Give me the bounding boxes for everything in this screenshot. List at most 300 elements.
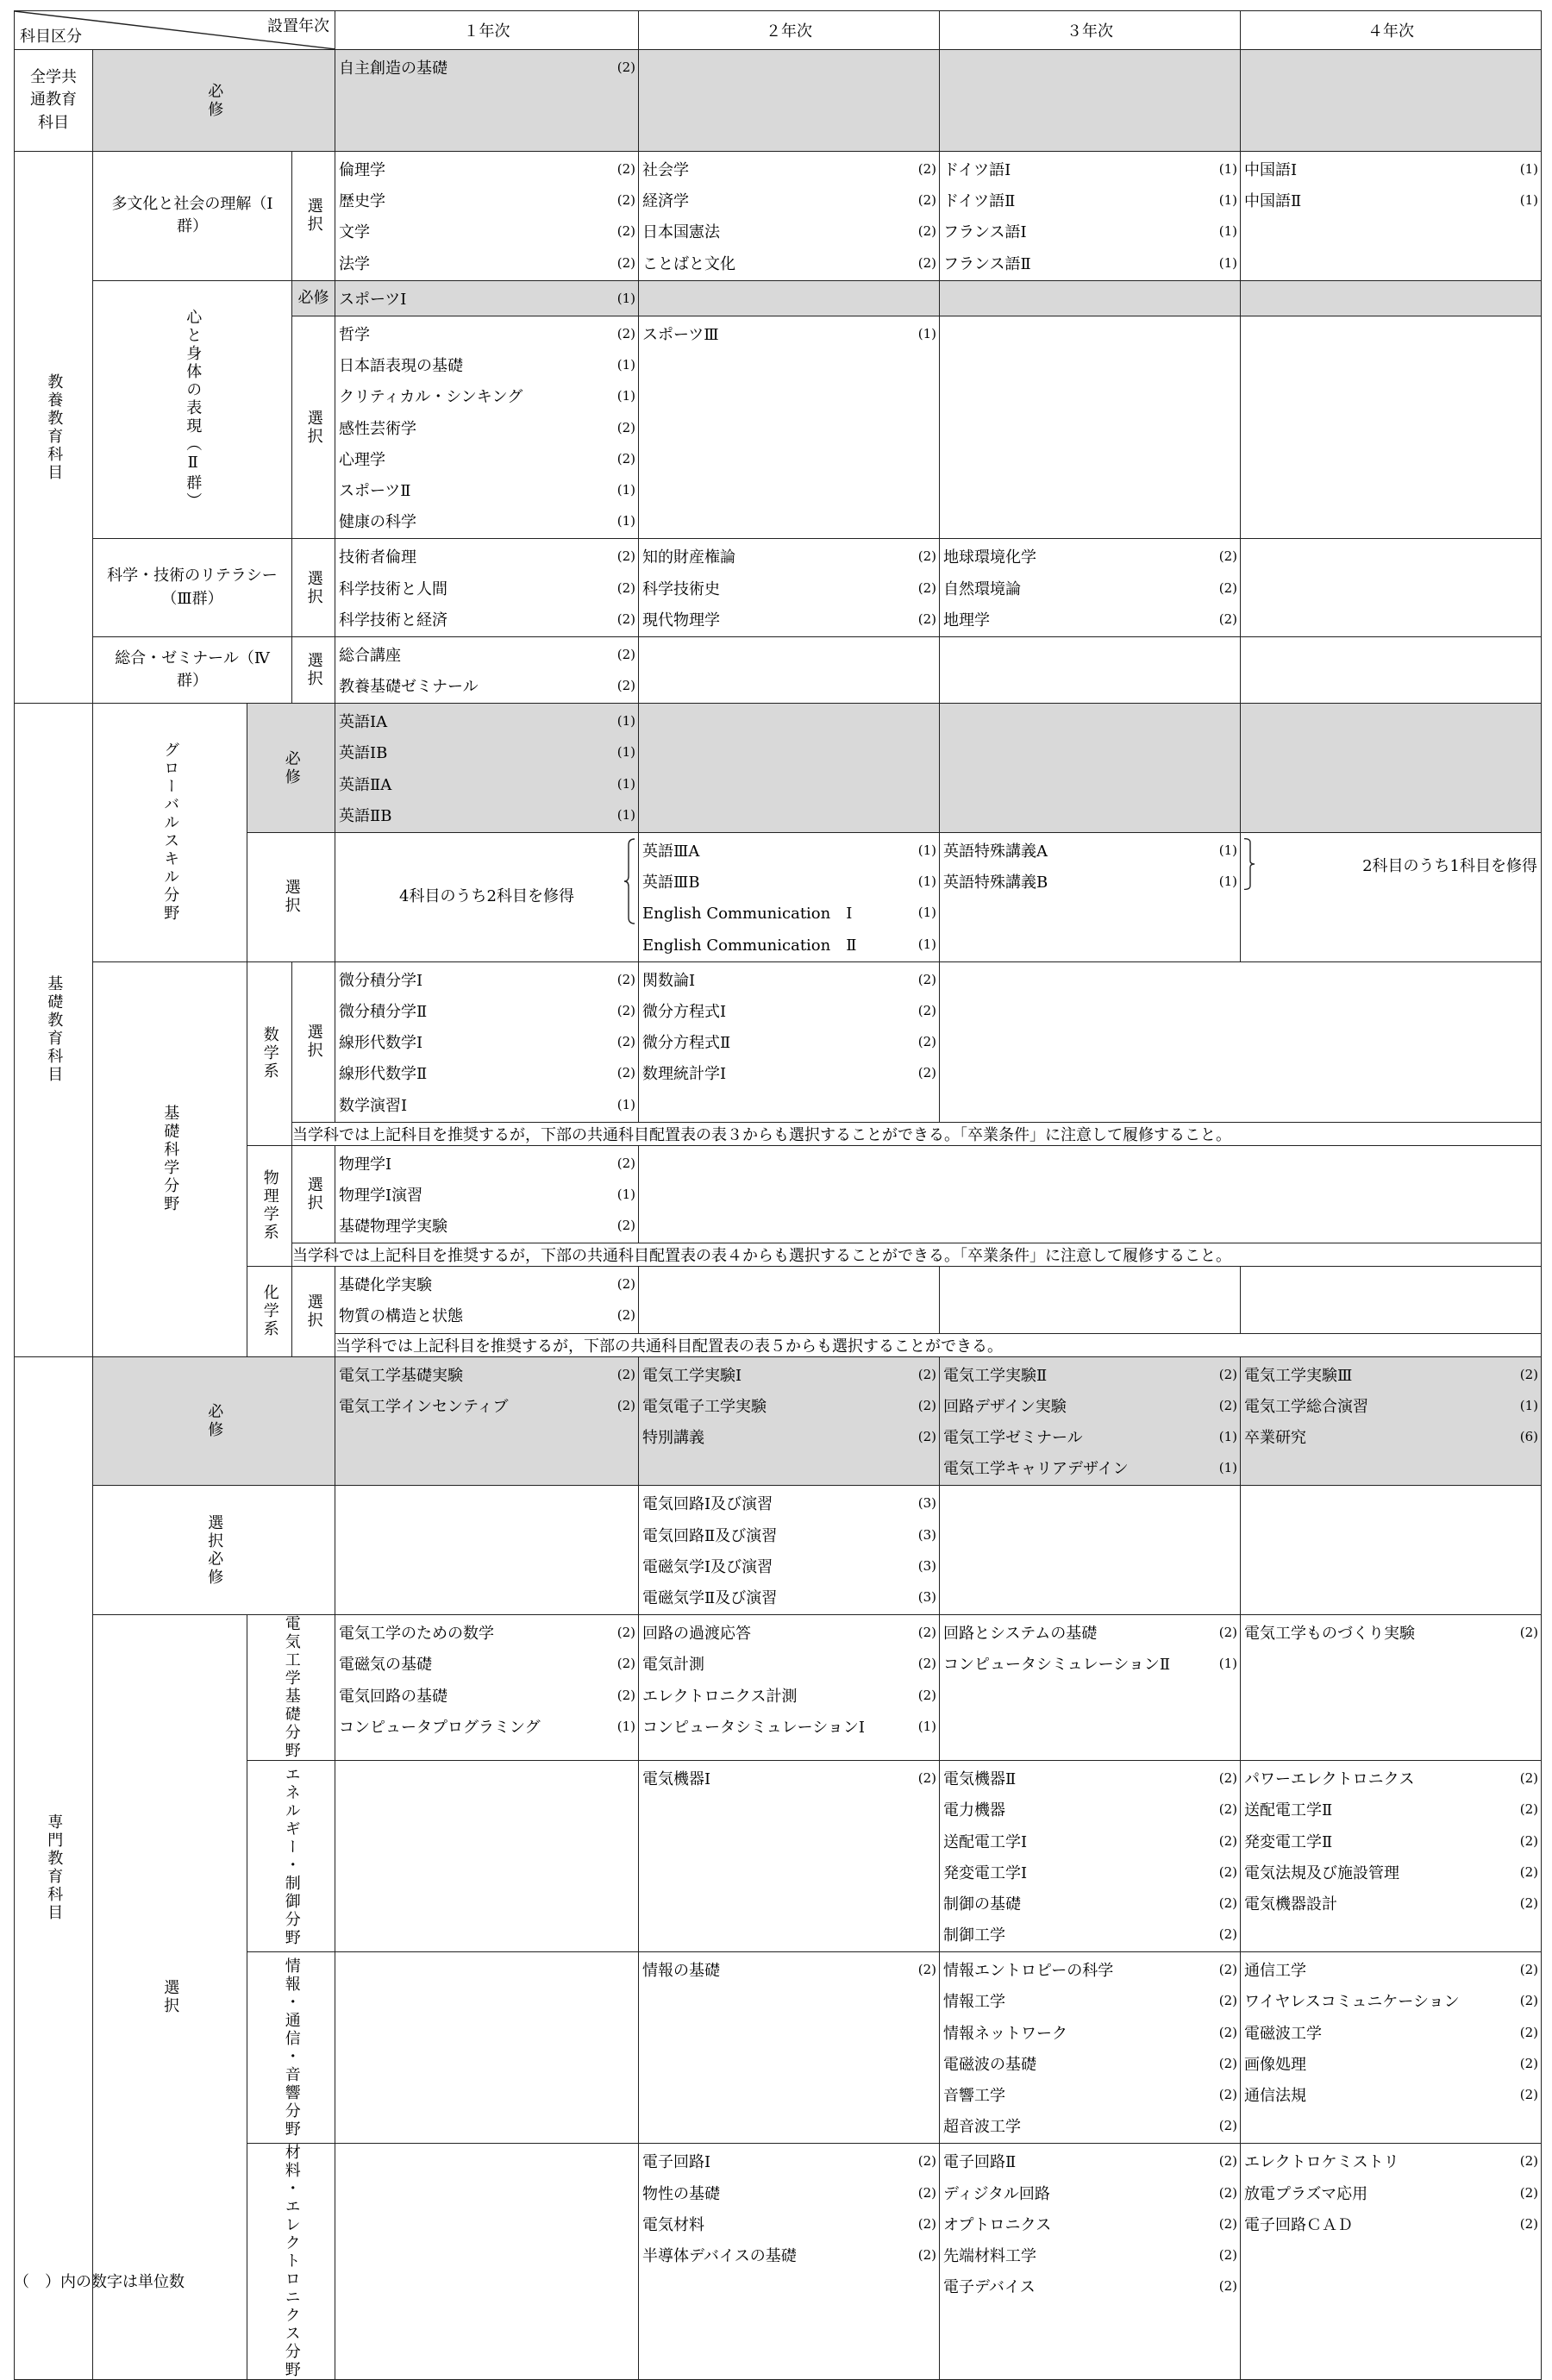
math-type-cell: [292, 961, 335, 1122]
course-name: 物質の構造と状態: [339, 1307, 463, 1326]
course-name: 電気工学インセンティブ: [339, 1397, 509, 1416]
course-row: [1244, 2145, 1538, 2176]
empty-cell: [1241, 316, 1542, 538]
course-credits: (2): [1218, 2153, 1237, 2170]
course-credits: (1): [616, 713, 635, 730]
empty-cell: [1241, 280, 1542, 316]
course-credits: (2): [616, 611, 635, 627]
course-name: 現代物理学: [642, 611, 720, 629]
corner-bottom-label: 科目区分: [20, 28, 82, 46]
course-name: 放電プラズマ応用: [1244, 2184, 1368, 2203]
course-name: 電気材料: [642, 2215, 704, 2234]
course-credits: (2): [917, 223, 936, 240]
liberal-g2-type-cell: [292, 316, 335, 538]
liberal-g1-y1: [335, 152, 639, 281]
course-row: [339, 604, 635, 635]
course-row: [1244, 1359, 1538, 1390]
year-header-3: ３年次: [940, 11, 1241, 50]
course-credits: (2): [616, 678, 635, 694]
course-credits: (2): [616, 1307, 635, 1324]
course-name: エレクトロニクス計測: [642, 1687, 798, 1706]
global-y2: [639, 832, 940, 961]
course-name: 回路デザイン実験: [943, 1397, 1067, 1416]
basic-category: [15, 704, 93, 1356]
course-row: [339, 474, 635, 505]
course-credits: (2): [1519, 2055, 1538, 2071]
course-list: [940, 539, 1240, 636]
course-name: ドイツ語Ⅱ: [943, 192, 1016, 211]
empty-cell: [335, 2144, 639, 2380]
course-credits: (2): [1218, 2278, 1237, 2295]
course-row: [1244, 185, 1538, 216]
course-name: スポーツⅢ: [642, 326, 719, 345]
course-credits: (2): [616, 419, 635, 435]
course-credits: (1): [616, 806, 635, 823]
course-row: [943, 1359, 1237, 1390]
course-name: 画像処理: [1244, 2055, 1306, 2074]
empty-cell: [335, 1486, 639, 1615]
course-name: 通信法規: [1244, 2087, 1306, 2106]
liberal-g1-label: 多文化と社会の理解（Ⅰ群）: [111, 195, 273, 236]
course-row: [1244, 1857, 1538, 1888]
course-list: [1241, 1761, 1541, 1920]
course-name: 英語ⅢA: [642, 842, 700, 861]
course-list: [335, 1357, 638, 1423]
course-name: 科学技術と人間: [339, 579, 447, 598]
course-name: 英語ⅢB: [642, 874, 700, 892]
liberal-g3-label-cell: [93, 539, 292, 637]
course-credits: (2): [1519, 2153, 1538, 2170]
course-list: [639, 1761, 939, 1795]
course-credits: (3): [917, 1557, 936, 1574]
course-row: [642, 185, 936, 216]
course-credits: (1): [917, 326, 936, 342]
course-row: [943, 2048, 1237, 2079]
footer-note: （ ）内の数字は単位数: [14, 2273, 185, 2291]
course-name: 健康の科学: [339, 513, 416, 532]
course-name: 線形代数学Ⅱ: [339, 1065, 428, 1084]
course-name: 教養基礎ゼミナール: [339, 678, 479, 697]
course-credits: (2): [917, 2246, 936, 2263]
course-row: [943, 216, 1237, 247]
math-label-cell: [247, 961, 292, 1145]
course-list: [639, 1952, 939, 1987]
course-name: 総合講座: [339, 646, 401, 665]
course-name: 電気法規及び施設管理: [1244, 1863, 1399, 1882]
course-row: [339, 216, 635, 247]
course-credits: (2): [616, 223, 635, 240]
course-row: [1244, 1763, 1538, 1794]
corner-header: [15, 11, 335, 50]
course-list: [335, 281, 638, 316]
course-name: 制御工学: [943, 1926, 1005, 1945]
course-row: [642, 1648, 936, 1679]
course-row: [943, 185, 1237, 216]
course-row: [943, 1617, 1237, 1648]
math-y1: [335, 961, 639, 1122]
course-list: [1241, 2144, 1541, 2241]
course-row: [1244, 1617, 1538, 1648]
liberal-g4-type-cell: [292, 636, 335, 703]
course-credits: (2): [1519, 2087, 1538, 2103]
course-name: 制御の基礎: [943, 1895, 1021, 1913]
course-list: [940, 152, 1240, 280]
general-y2: [639, 50, 940, 152]
course-credits: (2): [917, 2215, 936, 2232]
major-req-y3: [940, 1356, 1241, 1486]
course-name: 文学: [339, 223, 370, 242]
course-name: 微分積分学Ⅱ: [339, 1002, 428, 1021]
course-row: [642, 1954, 936, 1985]
empty-cell: [639, 704, 940, 833]
course-name: 英語特殊講義B: [943, 874, 1048, 892]
empty-cell: [1241, 704, 1542, 833]
course-row: [642, 1711, 936, 1742]
course-row: [1244, 1985, 1538, 2016]
liberal-g4-y1: [335, 636, 639, 703]
chem-label: 化学系: [260, 1284, 279, 1339]
course-credits: (2): [917, 161, 936, 178]
course-row: [943, 1421, 1237, 1452]
mat-y2: [639, 2144, 940, 2380]
empty-cell: [335, 1761, 639, 1952]
course-list: [639, 539, 939, 636]
course-credits: (1): [1218, 161, 1237, 178]
energy-y4: [1241, 1761, 1542, 1952]
ee-label: 電気工学基礎分野: [282, 1615, 301, 1761]
course-credits: (2): [917, 1429, 936, 1445]
course-row: [1244, 153, 1538, 185]
liberal-g2-type: 選択: [304, 409, 323, 446]
course-credits: (2): [1218, 2118, 1237, 2134]
science-label: 基礎科学分野: [161, 1105, 180, 1214]
course-list: [1241, 1952, 1541, 2112]
course-name: 電気回路の基礎: [339, 1687, 447, 1706]
year-header-2: ２年次: [639, 11, 940, 50]
course-row: [339, 1711, 635, 1742]
course-row: [642, 897, 936, 928]
course-row: [642, 1390, 936, 1421]
course-list: [335, 704, 638, 832]
course-row: [339, 1617, 635, 1648]
course-row: [943, 1794, 1237, 1825]
course-name: 社会学: [642, 161, 689, 180]
course-row: [1244, 1825, 1538, 1856]
general-category: [15, 50, 93, 152]
liberal-g3-y3: [940, 539, 1241, 637]
course-row: [339, 1026, 635, 1057]
course-list: [639, 316, 939, 351]
course-name: 超音波工学: [943, 2118, 1021, 2137]
chem-y1: [335, 1267, 639, 1333]
course-credits: (1): [616, 290, 635, 306]
course-list: [335, 50, 638, 85]
course-credits: (6): [1519, 1429, 1538, 1445]
empty-cell: [1241, 1267, 1542, 1333]
course-credits: (2): [1218, 2087, 1237, 2103]
math-label: 数学系: [260, 1026, 279, 1081]
major-category-label: 専門教育科目: [45, 1813, 64, 1923]
math-y2: [639, 961, 940, 1122]
course-credits: (1): [1519, 161, 1538, 178]
course-name: 電気回路Ⅱ及び演習: [642, 1526, 778, 1545]
liberal-g3-type-cell: [292, 539, 335, 637]
course-list: [639, 1357, 939, 1455]
course-row: [642, 1026, 936, 1057]
course-row: [943, 2239, 1237, 2270]
left-brace: [623, 838, 635, 924]
course-name: 電子回路Ⅱ: [943, 2153, 1017, 2172]
empty-cell: [940, 1267, 1241, 1333]
course-row: [339, 1088, 635, 1119]
course-list: [940, 833, 1240, 899]
empty-cell: [940, 961, 1542, 1122]
course-name: 電磁気の基礎: [339, 1656, 432, 1675]
course-credits: (1): [917, 874, 936, 890]
course-name: 法学: [339, 254, 370, 273]
course-credits: (2): [1218, 1926, 1237, 1943]
course-name: スポーツⅡ: [339, 481, 411, 500]
course-credits: (2): [1519, 1863, 1538, 1880]
course-credits: (2): [616, 60, 635, 76]
course-row: [339, 153, 635, 185]
mat-y3: [940, 2144, 1241, 2380]
course-row: [943, 1954, 1237, 1985]
course-name: 情報エントロピーの科学: [943, 1962, 1114, 1981]
course-row: [642, 1421, 936, 1452]
course-list: [335, 1267, 638, 1332]
course-name: 物理学Ⅰ: [339, 1155, 392, 1174]
course-row: [642, 1359, 936, 1390]
course-row: [642, 1550, 936, 1581]
course-name: 電気工学基礎実験: [339, 1366, 463, 1385]
course-name: 電気機器Ⅰ: [642, 1770, 711, 1789]
course-credits: (2): [917, 1770, 936, 1787]
major-sel-label: 選択: [161, 1979, 180, 2016]
course-credits: (1): [616, 1186, 635, 1202]
course-row: [943, 2017, 1237, 2048]
course-credits: (2): [917, 2184, 936, 2201]
course-name: 卒業研究: [1244, 1429, 1306, 1448]
liberal-g1-y4: [1241, 152, 1542, 281]
course-name: 回路とシステムの基礎: [943, 1625, 1098, 1644]
empty-cell: [1241, 539, 1542, 637]
course-list: [639, 962, 939, 1091]
liberal-g2-req-y1: [335, 280, 639, 316]
empty-cell: [639, 636, 940, 703]
year-header-4: ４年次: [1241, 11, 1542, 50]
course-row: [642, 1488, 936, 1519]
empty-cell: [1241, 636, 1542, 703]
course-credits: (2): [917, 1065, 936, 1081]
course-name: 日本国憲法: [642, 223, 720, 242]
course-list: [335, 1146, 638, 1243]
mat-y4: [1241, 2144, 1542, 2380]
course-row: [339, 349, 635, 380]
course-name: パワーエレクトロニクス: [1244, 1770, 1415, 1789]
course-credits: (2): [1519, 1366, 1538, 1382]
course-row: [943, 1825, 1237, 1856]
course-credits: (2): [1218, 1993, 1237, 2009]
course-name: 数理統計学Ⅰ: [642, 1065, 727, 1084]
course-credits: (2): [616, 1656, 635, 1672]
course-name: 情報の基礎: [642, 1962, 720, 1981]
course-name: 電気工学ゼミナール: [943, 1429, 1083, 1448]
course-row: [339, 412, 635, 443]
liberal-category: [15, 152, 93, 704]
course-list: [940, 2144, 1240, 2303]
major-req-y2: [639, 1356, 940, 1486]
course-list: [335, 637, 638, 703]
course-name: 中国語Ⅱ: [1244, 192, 1302, 211]
course-name: スポーツⅠ: [339, 290, 407, 309]
course-row: [642, 153, 936, 185]
liberal-g1-y3: [940, 152, 1241, 281]
energy-label: エネルギー・制御分野: [282, 1765, 301, 1947]
global-req-cell: [247, 704, 335, 833]
course-credits: (2): [1218, 2184, 1237, 2201]
course-credits: (2): [1519, 2184, 1538, 2201]
general-req-cell: [93, 50, 335, 152]
course-row: [339, 799, 635, 830]
course-row: [642, 2145, 936, 2176]
global-label: グローバルスキル分野: [161, 742, 180, 924]
mat-label: 材料・エレクトロニクス分野: [282, 2144, 301, 2380]
course-credits: (1): [616, 775, 635, 792]
global-type: 選択: [282, 879, 301, 916]
course-name: 電子回路ＣＡＤ: [1244, 2215, 1353, 2234]
course-credits: (2): [917, 1962, 936, 1978]
course-list: [335, 152, 638, 280]
course-row: [943, 1452, 1237, 1483]
phys-label: 物理学系: [260, 1169, 279, 1243]
course-row: [339, 1300, 635, 1331]
course-credits: (2): [1218, 2246, 1237, 2263]
course-credits: (2): [1218, 2215, 1237, 2232]
course-credits: (2): [616, 646, 635, 662]
liberal-g1-type: 選択: [304, 197, 323, 235]
course-credits: (1): [917, 1718, 936, 1734]
global-y1: [335, 832, 639, 961]
course-name: 経済学: [642, 192, 689, 211]
course-credits: (3): [917, 1526, 936, 1543]
course-credits: (2): [1218, 1366, 1237, 1382]
course-credits: (2): [1519, 1801, 1538, 1818]
ee-y4: [1241, 1615, 1542, 1761]
course-credits: (1): [616, 357, 635, 373]
course-credits: (2): [616, 1002, 635, 1018]
course-row: [943, 2208, 1237, 2239]
course-name: 電気工学ものづくり実験: [1244, 1625, 1415, 1644]
liberal-g3-type: 選択: [304, 569, 323, 606]
course-list: [940, 1761, 1240, 1951]
major-selreq-label: 選択必修: [205, 1513, 224, 1587]
course-row: [339, 768, 635, 799]
course-row: [943, 2270, 1237, 2302]
course-credits: (2): [917, 1625, 936, 1641]
course-row: [943, 2110, 1237, 2141]
course-name: English Communication Ⅱ: [642, 936, 857, 955]
ee-y2: [639, 1615, 940, 1761]
course-name: 微分方程式Ⅱ: [642, 1034, 731, 1053]
course-name: ワイヤレスコミュニケーション: [1244, 1993, 1460, 2012]
course-name: 半導体デバイスの基礎: [642, 2246, 797, 2265]
course-name: 電磁気学Ⅰ及び演習: [642, 1557, 773, 1576]
course-credits: (2): [616, 1218, 635, 1234]
course-name: 通信工学: [1244, 1962, 1306, 1981]
course-credits: (2): [1519, 1962, 1538, 1978]
global-label-cell: [93, 704, 247, 962]
course-list: [335, 539, 638, 636]
course-credits: (2): [917, 548, 936, 565]
course-name: 情報ネットワーク: [943, 2024, 1067, 2043]
course-name: 中国語Ⅰ: [1244, 161, 1298, 180]
course-row: [1244, 1888, 1538, 1919]
course-list: [639, 833, 939, 961]
course-row: [339, 380, 635, 411]
course-credits: (1): [616, 744, 635, 761]
energy-y2: [639, 1761, 940, 1952]
basic-category-label: 基礎教育科目: [45, 975, 64, 1085]
course-row: [339, 1648, 635, 1679]
course-row: [339, 995, 635, 1026]
course-row: [943, 604, 1237, 635]
course-row: [339, 247, 635, 279]
chem-type-cell: [292, 1267, 335, 1356]
mat-label-cell: [247, 2144, 335, 2380]
course-credits: (2): [616, 161, 635, 178]
course-credits: (2): [616, 1065, 635, 1081]
course-name: 電力機器: [943, 1801, 1005, 1820]
course-name: ドイツ語Ⅰ: [943, 161, 1011, 180]
course-name: 電気機器設計: [1244, 1895, 1337, 1913]
course-credits: (1): [1218, 223, 1237, 240]
course-name: 英語ⅠA: [339, 713, 388, 732]
course-name: 電気計測: [642, 1656, 704, 1675]
course-name: 情報工学: [943, 1993, 1005, 2012]
phys-label-cell: [247, 1145, 292, 1267]
course-row: [339, 283, 635, 314]
liberal-g4-label: 総合・ゼミナール（Ⅳ群）: [115, 648, 270, 690]
course-credits: (2): [917, 971, 936, 987]
course-row: [1244, 1390, 1538, 1421]
course-row: [943, 1763, 1237, 1794]
course-name: 歴史学: [339, 192, 385, 211]
global-y3: [940, 832, 1241, 961]
course-name: 電気回路Ⅰ及び演習: [642, 1495, 773, 1514]
course-name: 電気工学キャリアデザイン: [943, 1460, 1129, 1479]
course-name: 科学技術と経済: [339, 611, 447, 629]
course-name: フランス語Ⅱ: [943, 254, 1031, 273]
phys-type: 選択: [304, 1175, 323, 1212]
course-list: [940, 1615, 1240, 1681]
course-row: [943, 1648, 1237, 1679]
course-row: [339, 639, 635, 670]
global-type-cell: [247, 832, 335, 961]
course-row: [642, 2177, 936, 2208]
liberal-g2-label: 心と身体の表現（Ⅱ群）: [184, 309, 203, 510]
major-req-cell: [93, 1356, 335, 1486]
course-row: [642, 541, 936, 572]
course-name: 電子回路Ⅰ: [642, 2153, 711, 2172]
course-name: 物性の基礎: [642, 2184, 720, 2203]
liberal-g4-type: 選択: [304, 652, 323, 688]
course-credits: (1): [1519, 192, 1538, 209]
course-row: [642, 929, 936, 960]
course-credits: (2): [616, 971, 635, 987]
major-req-y4: [1241, 1356, 1542, 1486]
course-row: [943, 541, 1237, 572]
